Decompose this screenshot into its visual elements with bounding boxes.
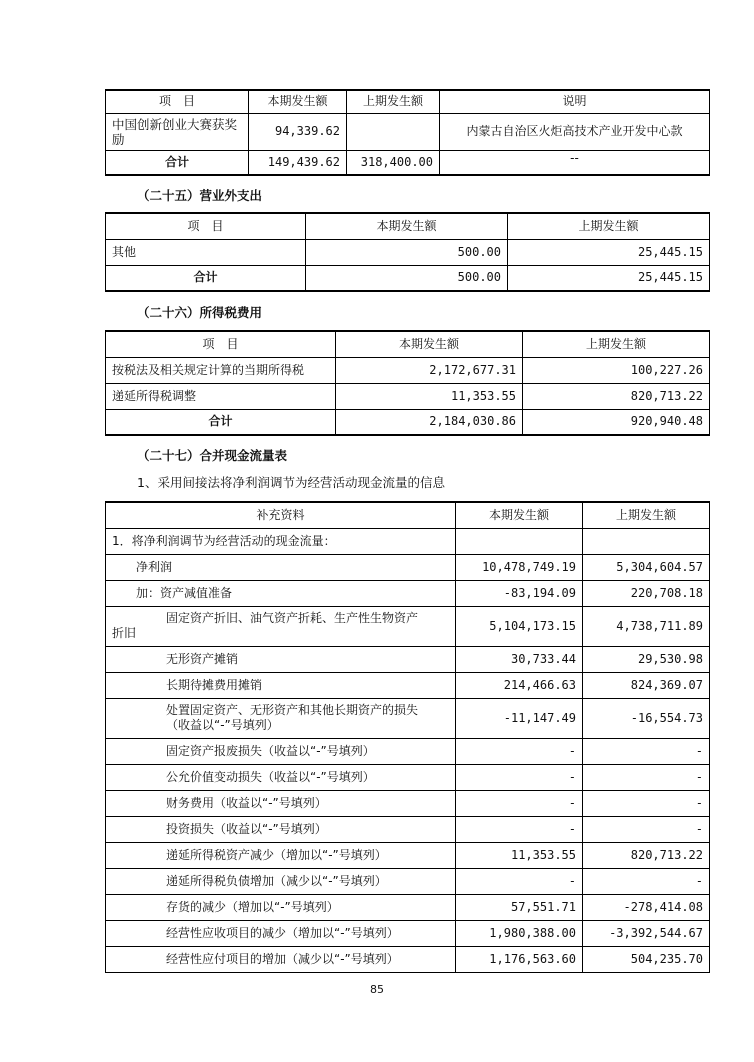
row-item-line2: （收益以“-”号填列） (166, 718, 279, 732)
section-26-title: （二十六）所得税费用 (137, 305, 263, 320)
section-27-subtitle: 1、采用间接法将净利润调节为经营活动现金流量的信息 (137, 475, 445, 490)
row-item: 净利润 (106, 554, 456, 580)
col-header-item: 项 目 (106, 331, 336, 357)
col-header-previous: 上期发生额 (347, 90, 440, 113)
table-row (106, 698, 710, 738)
row-item: 财务费用（收益以“-”号填列） (106, 790, 456, 816)
row-previous: 4,738,711.89 (583, 606, 710, 646)
row-item: 递延所得税资产减少（增加以“-”号填列） (106, 842, 456, 868)
row-current: - (456, 868, 583, 894)
table-row (106, 816, 710, 842)
total-row (106, 409, 710, 435)
row-previous: 29,530.98 (583, 646, 710, 672)
row-current: 1,176,563.60 (456, 946, 583, 972)
table-row (106, 790, 710, 816)
row-previous: - (583, 764, 710, 790)
col-header-current: 本期发生额 (336, 331, 523, 357)
col-header-note: 说明 (440, 90, 710, 113)
row-previous: -16,554.73 (583, 698, 710, 738)
table-row (106, 842, 710, 868)
col-header-current: 本期发生额 (456, 502, 583, 528)
col-header-current: 本期发生额 (306, 213, 508, 239)
row-previous: 504,235.70 (583, 946, 710, 972)
table-row (106, 920, 710, 946)
col-header-item: 项 目 (106, 90, 249, 113)
table-row (106, 239, 710, 265)
row-item: 无形资产摊销 (106, 646, 456, 672)
row-item (106, 606, 456, 646)
table-row (106, 113, 710, 150)
row-item: 存货的减少（增加以“-”号填列） (106, 894, 456, 920)
row-previous: -3,392,544.67 (583, 920, 710, 946)
total-previous: 25,445.15 (508, 265, 710, 291)
row-item: 固定资产报废损失（收益以“-”号填列） (106, 738, 456, 764)
row-previous: - (583, 790, 710, 816)
row-item: 长期待摊费用摊销 (106, 672, 456, 698)
total-label: 合计 (106, 409, 336, 435)
total-previous: 318,400.00 (347, 150, 440, 175)
row-item: 公允价值变动损失（收益以“-”号填列） (106, 764, 456, 790)
table-row (106, 868, 710, 894)
col-header-item: 项 目 (106, 213, 306, 239)
row-previous: 100,227.26 (523, 357, 710, 383)
row-item: 投资损失（收益以“-”号填列） (106, 816, 456, 842)
row-item-line1: 处置固定资产、无形资产和其他长期资产的损失 (166, 703, 419, 717)
table-row (106, 646, 710, 672)
row-current: - (456, 738, 583, 764)
row-previous: - (583, 738, 710, 764)
col-header-item: 补充资料 (106, 502, 456, 528)
table-row (106, 764, 710, 790)
row-current: - (456, 790, 583, 816)
total-row (106, 265, 710, 291)
row-note: 内蒙古自治区火炬高技术产业开发中心款 (440, 113, 710, 150)
row-previous: 820,713.22 (523, 383, 710, 409)
row-current (456, 528, 583, 554)
row-current: - (456, 816, 583, 842)
total-current: 2,184,030.86 (336, 409, 523, 435)
row-item: 经营性应收项目的减少（增加以“-”号填列） (106, 920, 456, 946)
col-header-previous: 上期发生额 (508, 213, 710, 239)
table-row (106, 738, 710, 764)
table-row (106, 528, 710, 554)
total-label: 合计 (106, 150, 249, 175)
row-current: -83,194.09 (456, 580, 583, 606)
table-row (106, 580, 710, 606)
table-row (106, 672, 710, 698)
table-row (106, 946, 710, 972)
row-previous (583, 528, 710, 554)
row-item (106, 698, 456, 738)
row-previous (347, 113, 440, 150)
row-item: 加：资产减值准备 (106, 580, 456, 606)
row-current: 5,104,173.15 (456, 606, 583, 646)
table-row (106, 383, 710, 409)
row-previous: 25,445.15 (508, 239, 710, 265)
row-item-line2: 折旧 (112, 626, 137, 640)
row-current: 94,339.62 (249, 113, 347, 150)
row-current: - (456, 764, 583, 790)
row-current: -11,147.49 (456, 698, 583, 738)
row-current: 11,353.55 (456, 842, 583, 868)
row-current: 214,466.63 (456, 672, 583, 698)
row-item: 按税法及相关规定计算的当期所得税 (106, 357, 336, 383)
total-current: 500.00 (306, 265, 508, 291)
non-operating-expense-table (105, 212, 710, 292)
row-previous: 820,713.22 (583, 842, 710, 868)
row-current: 30,733.44 (456, 646, 583, 672)
row-previous: 220,708.18 (583, 580, 710, 606)
total-current: 149,439.62 (249, 150, 347, 175)
row-item: 经营性应付项目的增加（减少以“-”号填列） (106, 946, 456, 972)
row-item: 递延所得税负债增加（减少以“-”号填列） (106, 868, 456, 894)
page-number: 85 (370, 983, 384, 996)
row-item: 递延所得税调整 (106, 383, 336, 409)
row-current: 10,478,749.19 (456, 554, 583, 580)
row-previous: 5,304,604.57 (583, 554, 710, 580)
col-header-current: 本期发生额 (249, 90, 347, 113)
total-previous: 920,940.48 (523, 409, 710, 435)
table-row (106, 894, 710, 920)
row-current: 1,980,388.00 (456, 920, 583, 946)
row-previous: - (583, 816, 710, 842)
income-tax-table (105, 330, 710, 436)
row-current: 57,551.71 (456, 894, 583, 920)
row-item: 1．将净利润调节为经营活动的现金流量： (106, 528, 456, 554)
row-previous: -278,414.08 (583, 894, 710, 920)
row-item-line1: 固定资产折旧、油气资产折耗、生产性生物资产 (166, 611, 419, 625)
row-previous: 824,369.07 (583, 672, 710, 698)
col-header-previous: 上期发生额 (523, 331, 710, 357)
income-table-continued (105, 89, 710, 176)
total-row (106, 150, 710, 175)
total-label: 合计 (106, 265, 306, 291)
row-current: 2,172,677.31 (336, 357, 523, 383)
table-row (106, 606, 710, 646)
row-previous: - (583, 868, 710, 894)
total-note: -- (440, 150, 710, 175)
cash-flow-supplement-table (105, 501, 710, 973)
table-row (106, 554, 710, 580)
col-header-previous: 上期发生额 (583, 502, 710, 528)
section-25-title: （二十五）营业外支出 (137, 188, 263, 203)
table-row (106, 357, 710, 383)
row-current: 500.00 (306, 239, 508, 265)
section-27-title: （二十七）合并现金流量表 (137, 448, 288, 463)
row-current: 11,353.55 (336, 383, 523, 409)
row-item: 其他 (106, 239, 306, 265)
row-item: 中国创新创业大赛获奖励 (106, 113, 249, 150)
